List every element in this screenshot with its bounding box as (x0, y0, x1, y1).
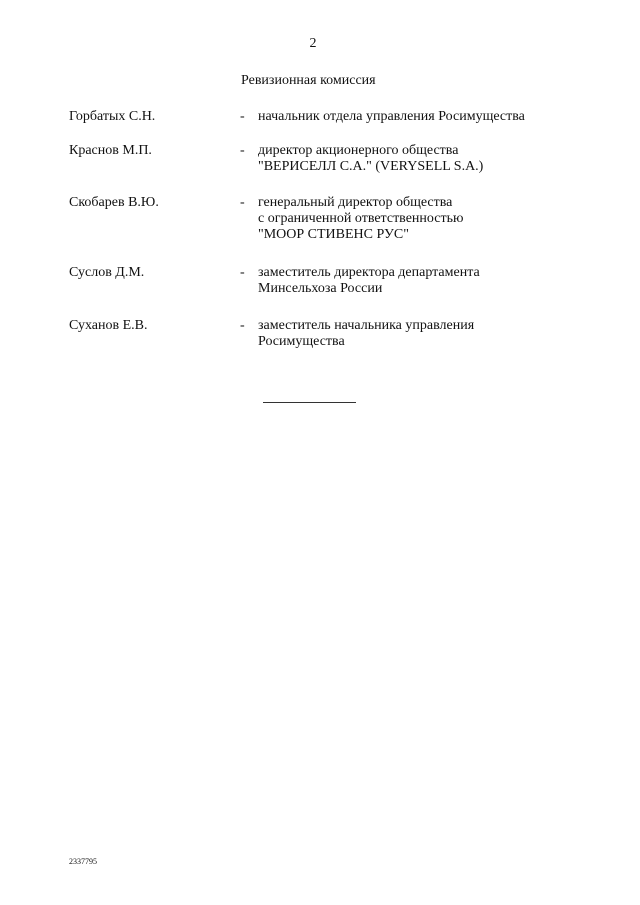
member-role-line: директор акционерного общества (258, 143, 459, 158)
member-dash: - (240, 265, 245, 280)
member-role-line: "МООР СТИВЕНС РУС" (258, 227, 409, 242)
member-role-line: начальник отдела управления Росимущества (258, 109, 525, 124)
section-title: Ревизионная комиссия (241, 73, 376, 88)
member-role-line: с ограниченной ответственностью (258, 211, 464, 226)
page-number: 2 (309, 36, 317, 51)
member-role-line: генеральный директор общества (258, 195, 453, 210)
member-name: Суслов Д.М. (69, 265, 145, 280)
member-role (258, 318, 474, 350)
end-rule (263, 402, 356, 403)
member-role-line: Росимущества (258, 334, 345, 349)
member-role (258, 109, 525, 125)
member-role (258, 143, 483, 175)
member-name: Суханов Е.В. (69, 318, 148, 333)
member-name: Скобарев В.Ю. (69, 195, 159, 210)
document-code: 2337795 (69, 857, 97, 866)
member-role-line: Минсельхоза России (258, 281, 383, 296)
member-role (258, 265, 480, 297)
member-name: Горбатых С.Н. (69, 109, 156, 124)
member-dash: - (240, 318, 245, 333)
member-role-line: "ВЕРИСЕЛЛ С.А." (VERYSELL S.A.) (258, 159, 484, 174)
member-dash: - (240, 143, 245, 158)
member-name: Краснов М.П. (69, 143, 152, 158)
member-role-line: заместитель начальника управления (258, 318, 475, 333)
member-dash: - (240, 195, 245, 210)
member-role-line: заместитель директора департамента (258, 265, 480, 280)
member-dash: - (240, 109, 245, 124)
member-role (258, 195, 463, 243)
